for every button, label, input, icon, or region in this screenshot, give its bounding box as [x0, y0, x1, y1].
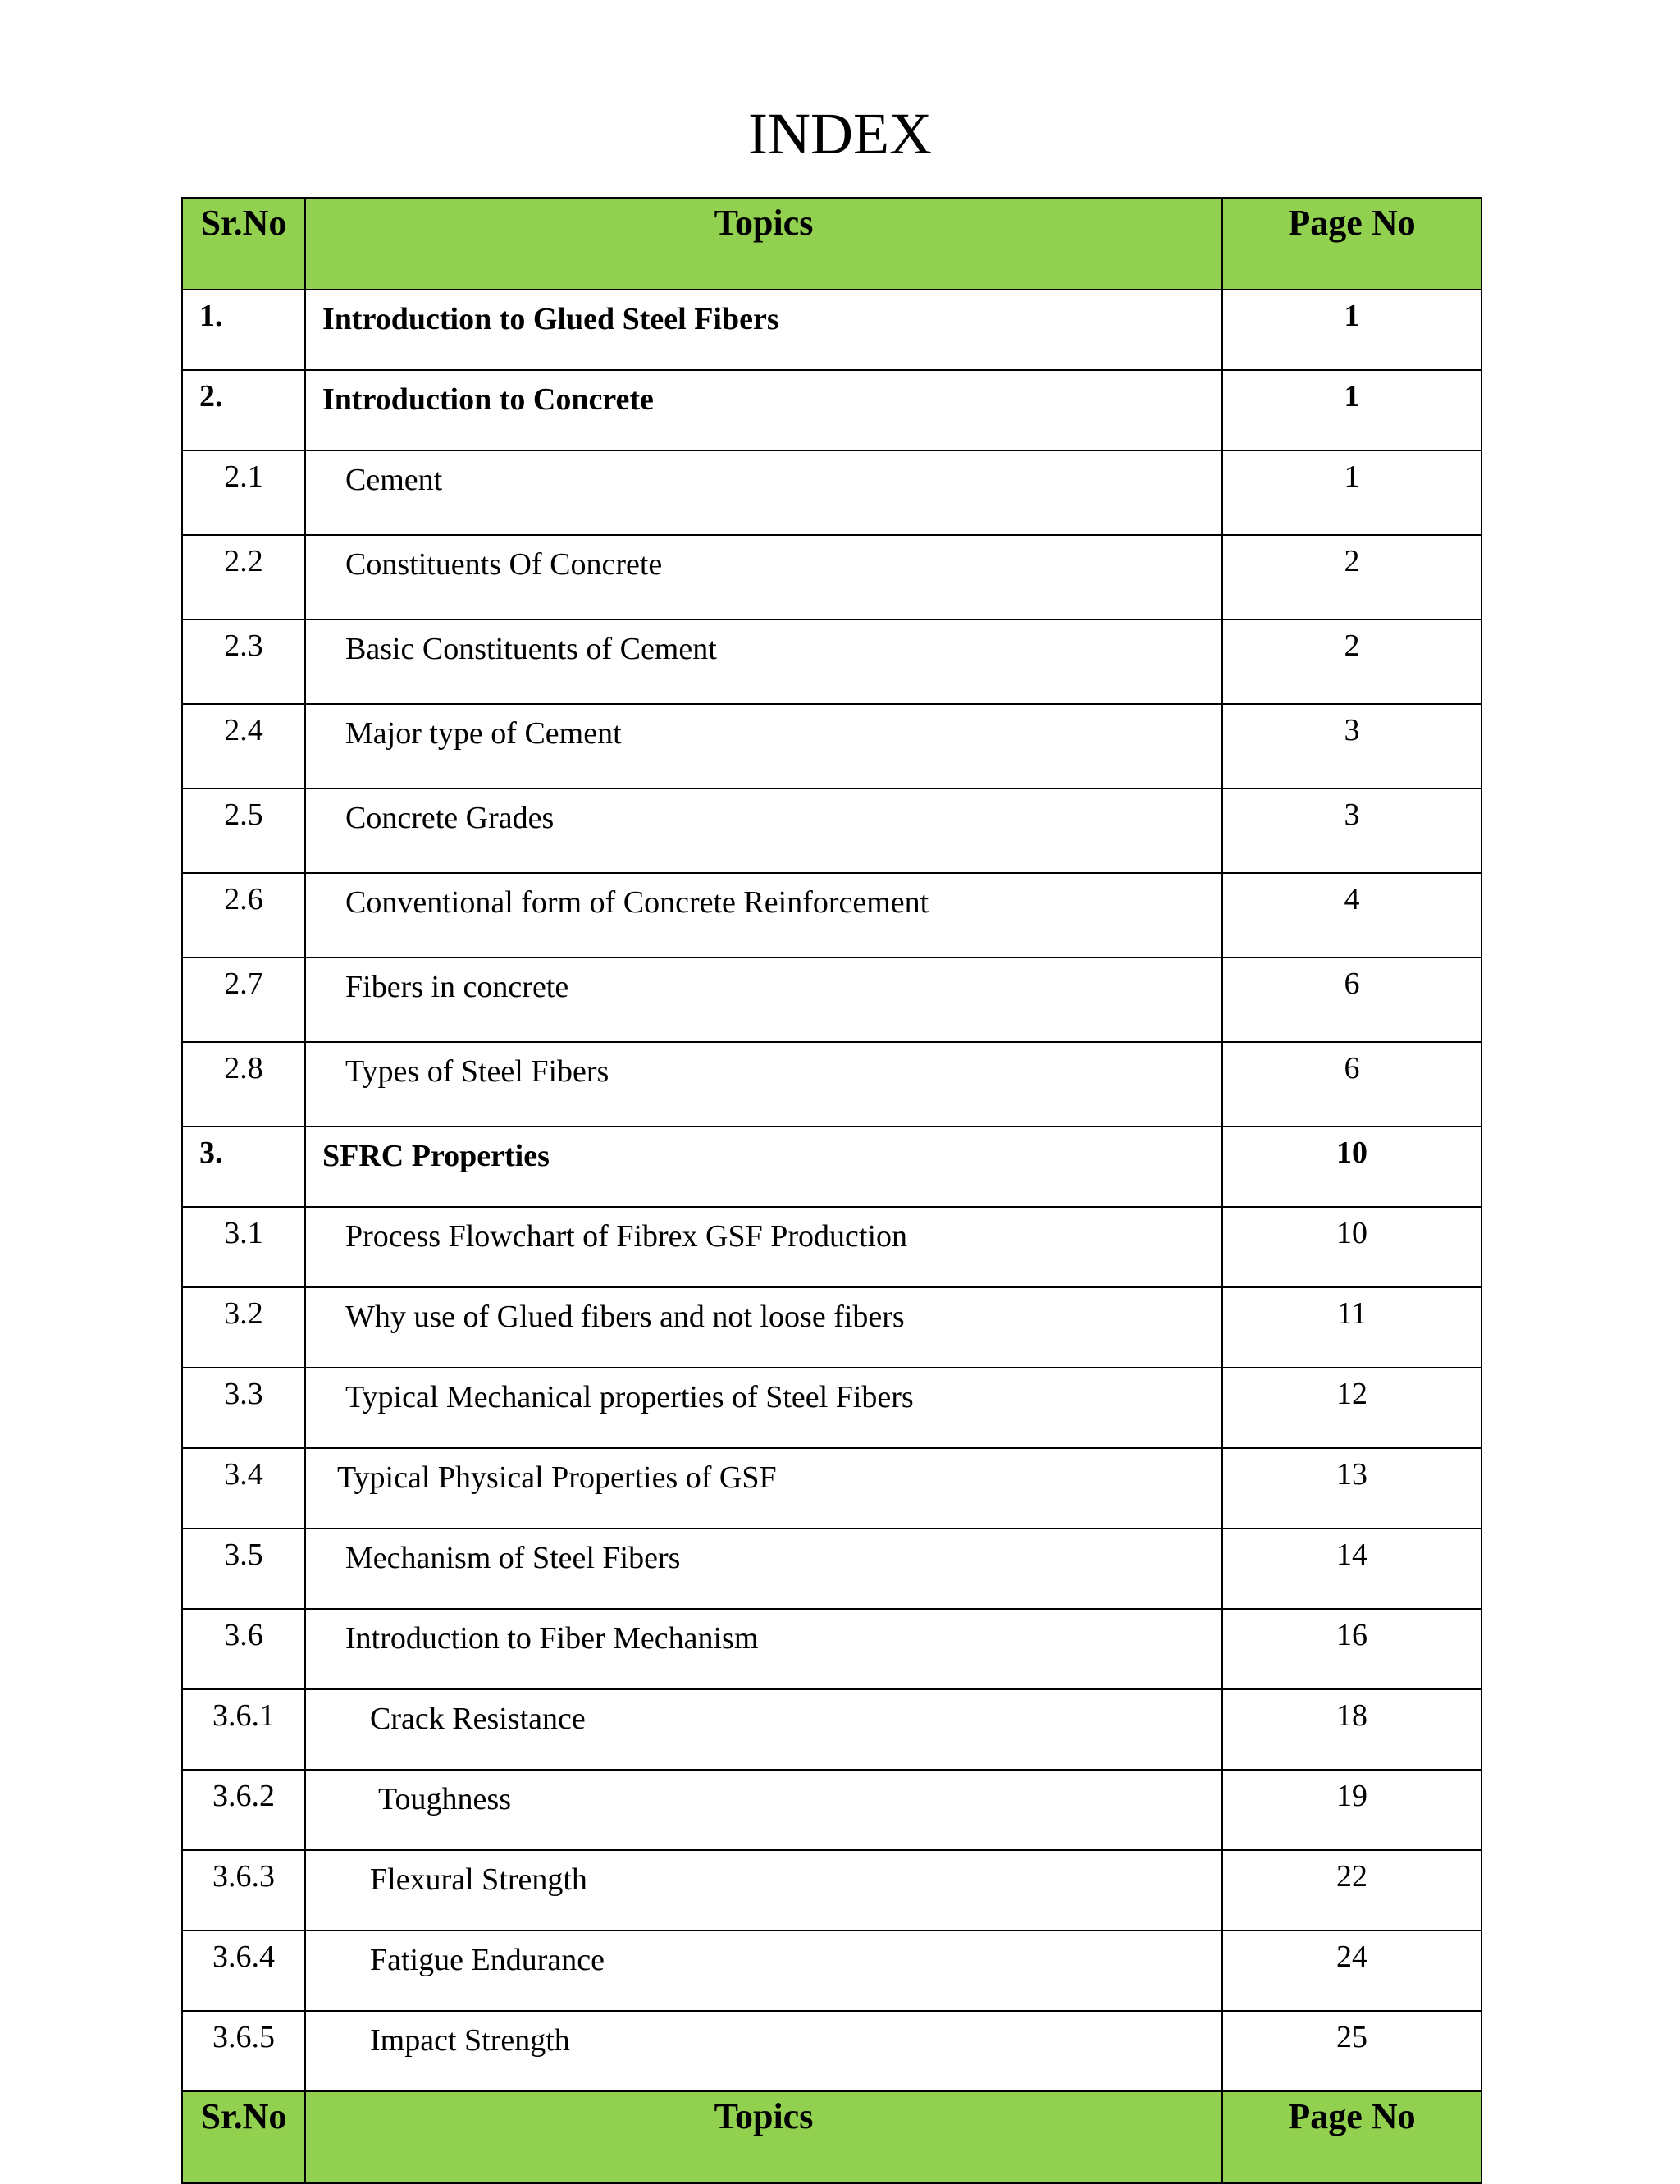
table-row [182, 1207, 1481, 1287]
table-row [182, 290, 1481, 370]
row-topic: Crack Resistance [305, 1689, 1222, 1770]
row-topic: Constituents Of Concrete [305, 535, 1222, 619]
row-srno: 2.2 [182, 535, 305, 619]
row-srno: 2.5 [182, 788, 305, 873]
row-topic: Introduction to Concrete [305, 370, 1222, 450]
footer-header-topics: Topics [305, 2091, 1222, 2183]
table-row [182, 1448, 1481, 1528]
row-page: 2 [1222, 535, 1481, 619]
row-page: 19 [1222, 1770, 1481, 1850]
row-topic: Impact Strength [305, 2011, 1222, 2091]
table-row [182, 2011, 1481, 2091]
row-page: 1 [1222, 370, 1481, 450]
row-page: 25 [1222, 2011, 1481, 2091]
row-topic: Concrete Grades [305, 788, 1222, 873]
table-header-row [182, 198, 1481, 290]
table-footer-header-row [182, 2091, 1481, 2183]
row-srno: 3.1 [182, 1207, 305, 1287]
row-srno: 1. [182, 290, 305, 370]
row-srno: 3.6.3 [182, 1850, 305, 1930]
row-topic: Fatigue Endurance [305, 1930, 1222, 2011]
row-page: 10 [1222, 1126, 1481, 1207]
row-topic: Types of Steel Fibers [305, 1042, 1222, 1126]
table-row [182, 1287, 1481, 1368]
row-page: 3 [1222, 788, 1481, 873]
row-page: 10 [1222, 1207, 1481, 1287]
table-row [182, 1042, 1481, 1126]
row-page: 13 [1222, 1448, 1481, 1528]
row-topic: Cement [305, 450, 1222, 535]
header-srno: Sr.No [182, 198, 305, 290]
row-page: 2 [1222, 619, 1481, 704]
row-srno: 3.2 [182, 1287, 305, 1368]
row-topic: Typical Physical Properties of GSF [305, 1448, 1222, 1528]
table-row [182, 619, 1481, 704]
row-srno: 3.6.5 [182, 2011, 305, 2091]
row-srno: 3.5 [182, 1528, 305, 1609]
row-topic: Toughness [305, 1770, 1222, 1850]
row-srno: 3.4 [182, 1448, 305, 1528]
row-page: 22 [1222, 1850, 1481, 1930]
row-page: 1 [1222, 450, 1481, 535]
table-row [182, 957, 1481, 1042]
table-row [182, 1770, 1481, 1850]
row-srno: 3.6.1 [182, 1689, 305, 1770]
row-srno: 3.6 [182, 1609, 305, 1689]
row-srno: 3.6.4 [182, 1930, 305, 2011]
row-topic: SFRC Properties [305, 1126, 1222, 1207]
row-page: 6 [1222, 957, 1481, 1042]
row-topic: Introduction to Fiber Mechanism [305, 1609, 1222, 1689]
page-title: INDEX [748, 101, 932, 167]
row-srno: 3.6.2 [182, 1770, 305, 1850]
row-topic: Flexural Strength [305, 1850, 1222, 1930]
row-page: 16 [1222, 1609, 1481, 1689]
row-topic: Why use of Glued fibers and not loose fibers [305, 1287, 1222, 1368]
row-topic: Process Flowchart of Fibrex GSF Production [305, 1207, 1222, 1287]
row-srno: 3. [182, 1126, 305, 1207]
row-page: 3 [1222, 704, 1481, 788]
table-row [182, 370, 1481, 450]
row-topic: Basic Constituents of Cement [305, 619, 1222, 704]
row-page: 11 [1222, 1287, 1481, 1368]
table-row [182, 788, 1481, 873]
table-row [182, 1689, 1481, 1770]
row-page: 14 [1222, 1528, 1481, 1609]
row-srno: 2. [182, 370, 305, 450]
table-row [182, 1368, 1481, 1448]
row-srno: 2.4 [182, 704, 305, 788]
row-srno: 2.8 [182, 1042, 305, 1126]
header-topics: Topics [305, 198, 1222, 290]
row-page: 6 [1222, 1042, 1481, 1126]
table-row [182, 873, 1481, 957]
footer-header-page: Page No [1222, 2091, 1481, 2183]
table-row [182, 1850, 1481, 1930]
row-page: 24 [1222, 1930, 1481, 2011]
table-row [182, 1528, 1481, 1609]
row-topic: Major type of Cement [305, 704, 1222, 788]
table-row [182, 704, 1481, 788]
row-srno: 2.7 [182, 957, 305, 1042]
table-row [182, 1930, 1481, 2011]
table-row [182, 1126, 1481, 1207]
table-row [182, 1609, 1481, 1689]
row-topic: Conventional form of Concrete Reinforcement [305, 873, 1222, 957]
row-page: 4 [1222, 873, 1481, 957]
footer-header-srno: Sr.No [182, 2091, 305, 2183]
row-page: 1 [1222, 290, 1481, 370]
row-topic: Fibers in concrete [305, 957, 1222, 1042]
row-page: 18 [1222, 1689, 1481, 1770]
header-page: Page No [1222, 198, 1481, 290]
row-srno: 3.3 [182, 1368, 305, 1448]
index-table [181, 197, 1482, 2184]
row-srno: 2.1 [182, 450, 305, 535]
row-page: 12 [1222, 1368, 1481, 1448]
row-topic: Typical Mechanical properties of Steel Fibers [305, 1368, 1222, 1448]
row-topic: Introduction to Glued Steel Fibers [305, 290, 1222, 370]
row-srno: 2.3 [182, 619, 305, 704]
table-row [182, 535, 1481, 619]
row-topic: Mechanism of Steel Fibers [305, 1528, 1222, 1609]
row-srno: 2.6 [182, 873, 305, 957]
table-row [182, 450, 1481, 535]
